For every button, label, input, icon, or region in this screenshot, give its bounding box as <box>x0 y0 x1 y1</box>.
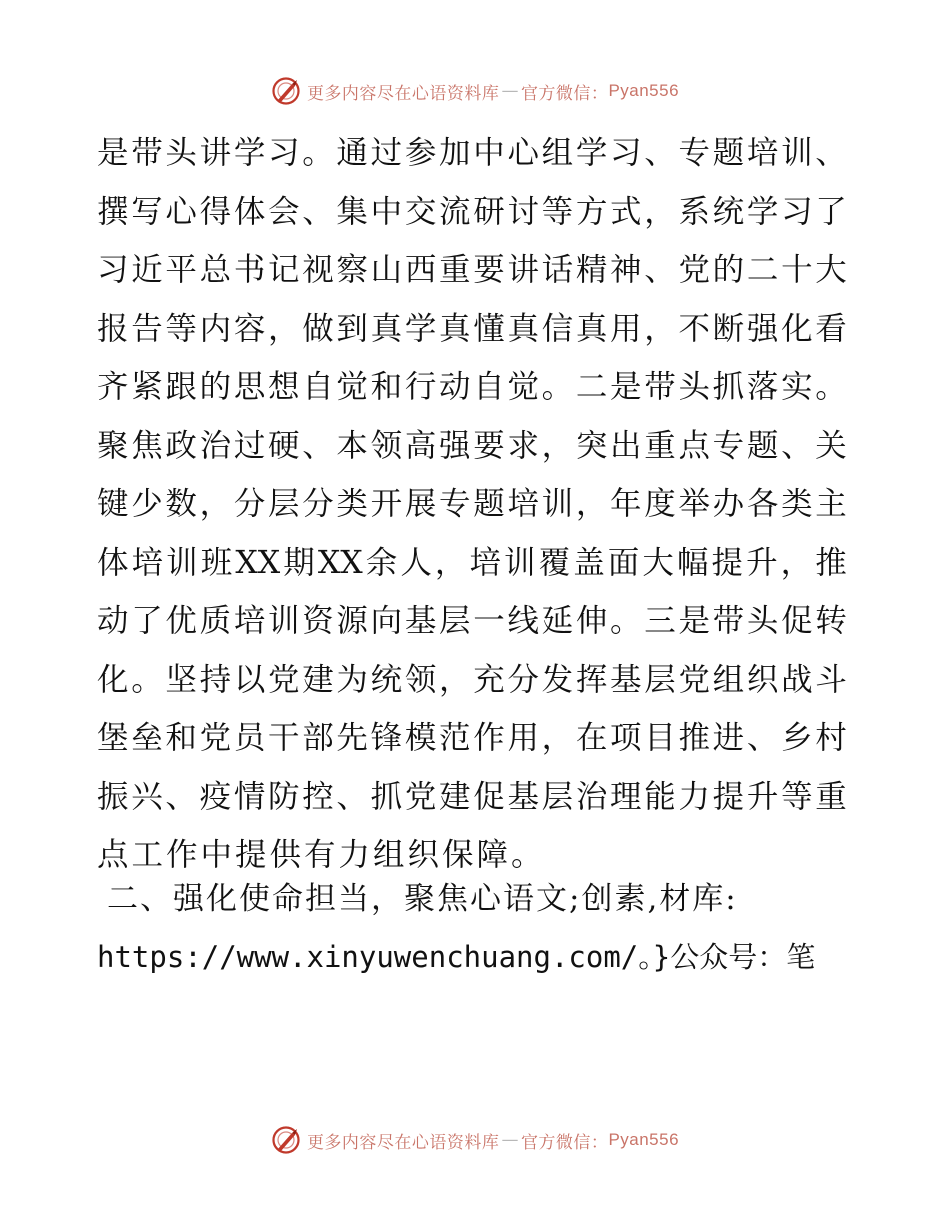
paragraph-line: 习 近 平 总 书 记 视 察 山 西 重 要 讲 话 精 神 、 党 的 二 十 大 <box>97 252 847 288</box>
footer-watermark <box>0 1120 950 1160</box>
section-heading-continued: https://www.xinyuwenchuang.com/。}公众号：笔 <box>97 940 816 974</box>
watermark-wechat-label: 官方微信： <box>520 83 609 104</box>
paragraph-line: 撰 写 心 得 体 会 、 集 中 交 流 研 讨 等 方 式 ， 系 统 学 习 了 <box>97 193 847 230</box>
watermark-wechat-label: 官方微信： <box>520 1132 609 1153</box>
watermark-text: 更多内容尽在心语资料库 <box>306 83 500 104</box>
quill-seal-icon <box>271 76 301 106</box>
paragraph-line: 体 培 训 班 XX 期 XX 余 人 ， 培 训 覆 盖 面 大 幅 提 升 ， 推 <box>97 544 847 581</box>
paragraph-line: 堡 垒 和 党 员 干 部 先 锋 模 范 作 用 ， 在 项 目 推 进 、 乡 村 <box>97 720 847 756</box>
paragraph-line: 聚 焦 政 治 过 硬 、 本 领 高 强 要 求 ， 突 出 重 点 专 题 、 关 <box>97 427 847 464</box>
paragraph-line: 动 了 优 质 培 训 资 源 向 基 层 一 线 延 伸 。 三 是 带 头 促 转 <box>97 603 847 639</box>
paragraph-line: 键 少 数 ， 分 层 分 类 开 展 专 题 培 训 ， 年 度 举 办 各 类 主 <box>97 486 847 522</box>
paragraph-line: 齐 紧 跟 的 思 想 自 觉 和 行 动 自 觉 。 二 是 带 头 抓 落 实 。 <box>97 369 847 405</box>
paragraph-line: 振 兴 、 疫 情 防 控 、 抓 党 建 促 基 层 治 理 能 力 提 升 等 重 <box>97 778 847 815</box>
quill-seal-icon <box>271 1125 301 1155</box>
watermark-separator: — <box>501 1130 519 1150</box>
header-watermark <box>0 71 950 111</box>
paragraph-line: 是 带 头 讲 学 习 。 通 过 参 加 中 心 组 学 习 、 专 题 培 训 、 <box>97 135 847 171</box>
watermark-text: 更多内容尽在心语资料库 <box>306 1132 500 1153</box>
paragraph-line: 点工作中提供有力组织保障。 <box>97 837 546 873</box>
watermark-wechat-id: Pyan556 <box>608 1130 680 1149</box>
watermark-separator: — <box>501 81 519 101</box>
paragraph-line: 化 。 坚 持 以 党 建 为 统 领 ， 充 分 发 挥 基 层 党 组 织 战 斗 <box>97 661 847 698</box>
paragraph-line: 报 告 等 内 容 ， 做 到 真 学 真 懂 真 信 真 用 ， 不 断 强 化 看 <box>97 310 847 347</box>
watermark-wechat-id: Pyan556 <box>608 81 680 100</box>
section-heading: 二、强化使命担当，聚焦心语文;创素,材库: <box>107 881 738 917</box>
document-body <box>97 124 847 885</box>
